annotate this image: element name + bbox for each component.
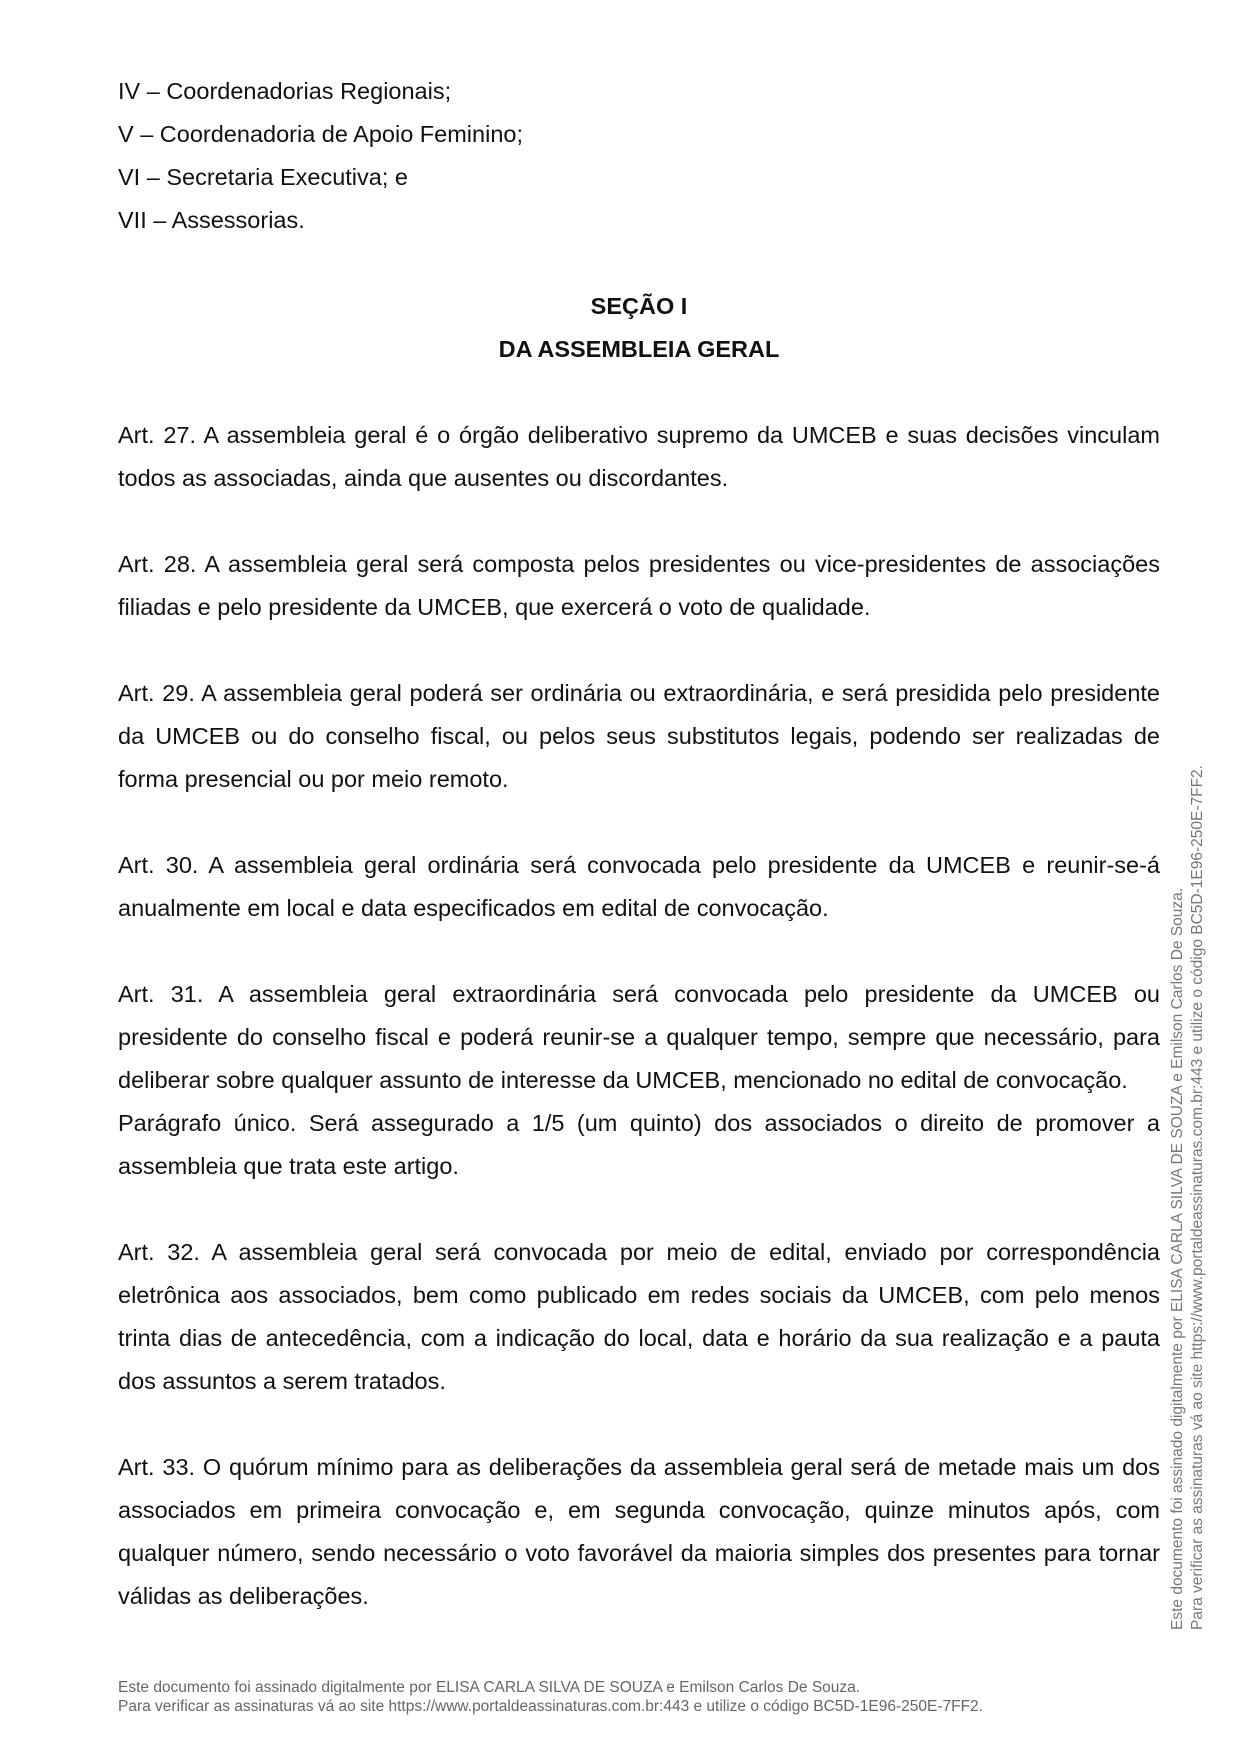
article-text: Art. 29. A assembleia geral poderá ser ordinária ou extraordinária, e será presidida pelo presidente da UMCEB ou do conselho fiscal, ou pelos seus substitutos legais, podendo ser realizadas de forma presencial ou por meio remoto. xyxy=(118,680,1160,792)
section-title: DA ASSEMBLEIA GERAL xyxy=(498,336,780,362)
side-stamp-line1: Este documento foi assinado digitalmente por ELISA CARLA SILVA DE SOUZA e Emilson Carlos De Souza. xyxy=(1169,887,1186,1630)
article-text: Art. 33. O quórum mínimo para as deliberações da assembleia geral será de metade mais um dos associados em primeira convocação e, em segunda convocação, quinze minutos após, com qualquer número, sendo necessário o voto favorável da maioria simples dos presentes para tornar válidas as deliberações. xyxy=(118,1454,1160,1609)
list-item: IV – Coordenadorias Regionais; xyxy=(118,78,452,104)
section-number: SEÇÃO I xyxy=(590,293,688,319)
organ-list xyxy=(118,70,1160,242)
article-text: Art. 32. A assembleia geral será convocada por meio de edital, enviado por correspondência eletrônica aos associados, bem como publicado em redes sociais da UMCEB, com pelo menos trinta dias de antecedência, com a indicação do local, data e horário da sua realização e a pauta dos assuntos a serem tratados. xyxy=(118,1239,1160,1394)
list-item: VI – Secretaria Executiva; e xyxy=(118,164,408,190)
document-body xyxy=(118,70,1160,1618)
signature-footer xyxy=(118,1678,1118,1716)
signature-notice-line1: Este documento foi assinado digitalmente por ELISA CARLA SILVA DE SOUZA e Emilson Carlos De Souza. xyxy=(118,1679,861,1696)
article-text: Art. 28. A assembleia geral será composta pelos presidentes ou vice-presidentes de associações filiadas e pelo presidente da UMCEB, que exercerá o voto de qualidade. xyxy=(118,551,1160,620)
section-heading xyxy=(118,285,1160,371)
article-27 xyxy=(118,414,1160,500)
article-text: Art. 31. A assembleia geral extraordinária será convocada pelo presidente da UMCEB ou presidente do conselho fiscal e poderá reunir-se a qualquer tempo, sempre que necessário, para deliberar sobre qualquer assunto de interesse da UMCEB, mencionado no edital de convocação. xyxy=(118,981,1160,1093)
signature-notice-line2: Para verificar as assinaturas vá ao site https://www.portaldeassinaturas.com.br:443 e utilize o código BC5D-1E96-250E-7FF2. xyxy=(118,1698,983,1715)
article-text: Art. 27. A assembleia geral é o órgão deliberativo supremo da UMCEB e suas decisões vinculam todos as associadas, ainda que ausentes ou discordantes. xyxy=(118,422,1160,491)
article-31 xyxy=(118,973,1160,1188)
side-stamp-line2: Para verificar as assinaturas vá ao site https://www.portaldeassinaturas.com.br:443 e utilize o código BC5D-1E96-250E-7FF2. xyxy=(1189,765,1206,1630)
article-29 xyxy=(118,672,1160,801)
list-item: VII – Assessorias. xyxy=(118,207,305,233)
article-text: Art. 30. A assembleia geral ordinária será convocada pelo presidente da UMCEB e reunir-se-á anualmente em local e data especificados em edital de convocação. xyxy=(118,852,1160,921)
list-item: V – Coordenadoria de Apoio Feminino; xyxy=(118,121,523,147)
paragrafo-unico: Parágrafo único. Será assegurado a 1/5 (um quinto) dos associados o direito de promover a assembleia que trata este artigo. xyxy=(118,1110,1160,1179)
article-33 xyxy=(118,1446,1160,1618)
signature-side-stamp xyxy=(1168,765,1208,1630)
article-28 xyxy=(118,543,1160,629)
article-30 xyxy=(118,844,1160,930)
article-32 xyxy=(118,1231,1160,1403)
